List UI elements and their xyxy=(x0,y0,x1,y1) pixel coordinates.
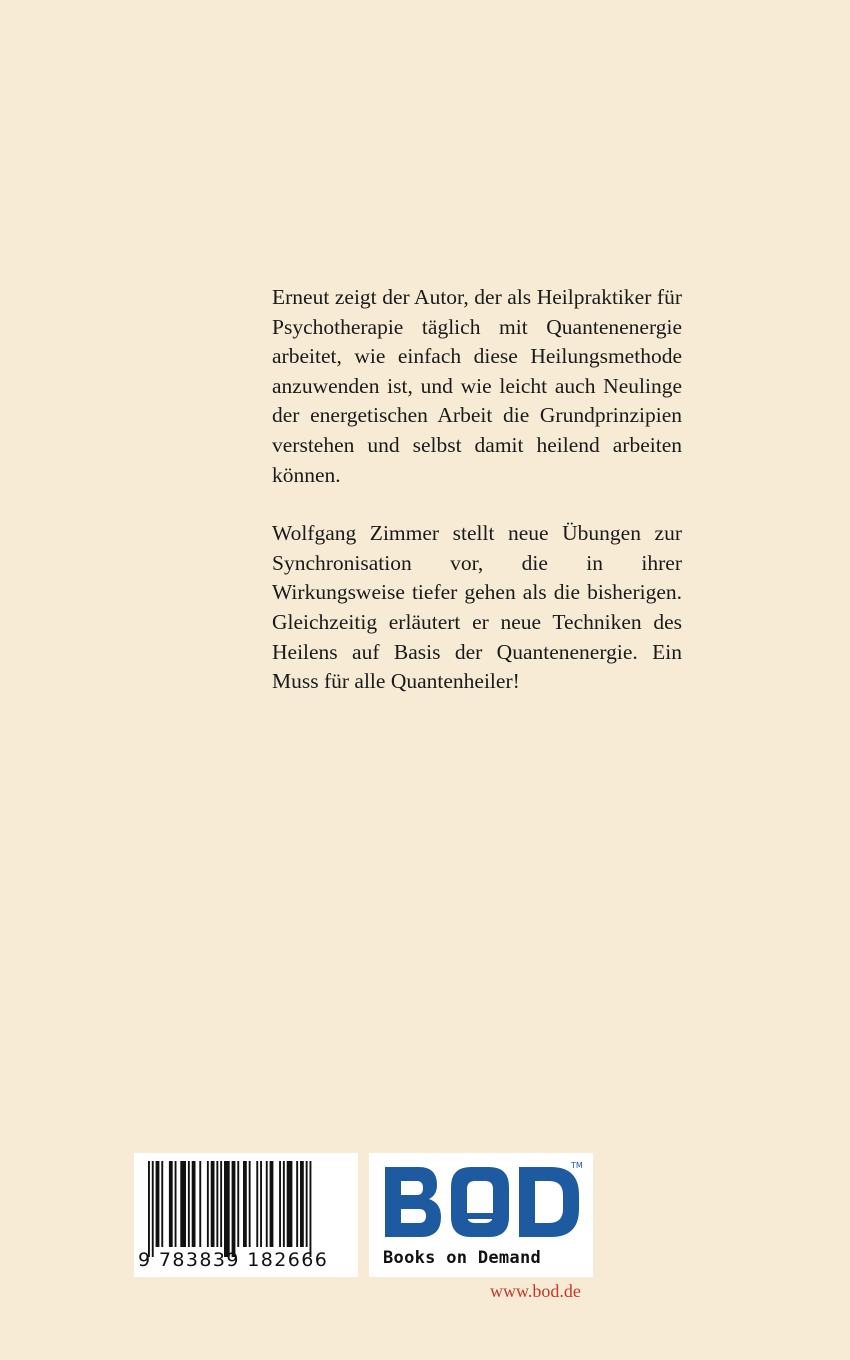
barcode-bar xyxy=(249,1161,251,1247)
barcode-bar xyxy=(256,1161,258,1247)
barcode-bar xyxy=(148,1161,150,1257)
barcode-bar xyxy=(175,1161,177,1247)
barcode-bar xyxy=(192,1161,196,1247)
barcode-bar xyxy=(152,1161,154,1257)
barcode-bar xyxy=(211,1161,215,1247)
blurb-paragraph-2: Wolfgang Zimmer stellt neue Übungen zur Synchronisation vor, die in ihrer Wirkungsweise tiefer gehen als die bisherigen. Gleichzeitig erläutert er neue Techniken des Heilens auf Basis der Quantenenergie. Ein Muss für alle Quantenheiler! xyxy=(272,521,682,694)
barcode-bar xyxy=(306,1161,308,1247)
barcode-bar xyxy=(169,1161,173,1247)
barcode-bar xyxy=(296,1161,298,1247)
barcode-bar xyxy=(232,1161,236,1257)
barcode-bar xyxy=(161,1161,163,1247)
trademark-mark: TM xyxy=(571,1161,583,1170)
barcode-bar xyxy=(237,1161,239,1247)
publisher-logo xyxy=(369,1153,593,1277)
barcode-bar xyxy=(283,1161,285,1247)
barcode-bar xyxy=(287,1161,293,1247)
barcode-bar xyxy=(216,1161,218,1247)
barcode-bar xyxy=(300,1161,304,1247)
barcode-bar xyxy=(260,1161,262,1247)
barcode-bar xyxy=(279,1161,281,1247)
barcode-bar xyxy=(270,1161,274,1247)
barcode-bar xyxy=(180,1161,186,1247)
barcode-bar xyxy=(243,1161,247,1247)
barcode-bar xyxy=(199,1161,201,1247)
barcode-bar xyxy=(188,1161,190,1247)
barcode-bar xyxy=(156,1161,160,1247)
blurb-paragraph-1: Erneut zeigt der Autor, der als Heilpraktiker für Psychotherapie täglich mit Quantenenergie arbeitet, wie einfach diese Heilungsmethode anzuwenden ist, und wie leicht auch Neulinge der energetischen Arbeit die Grundprinzipien verstehen und selbst damit heilend arbeiten können. xyxy=(272,285,682,487)
barcode-bar xyxy=(224,1161,230,1257)
publisher-tagline: Books on Demand xyxy=(383,1248,542,1268)
barcode-bar xyxy=(310,1161,312,1257)
back-cover-blurb xyxy=(272,283,682,726)
isbn-barcode xyxy=(134,1153,358,1277)
barcode-bar xyxy=(266,1161,268,1247)
isbn-number: 9 783839 182666 xyxy=(138,1249,329,1271)
publisher-url[interactable]: www.bod.de xyxy=(490,1281,581,1301)
barcode-bar xyxy=(220,1161,222,1247)
barcode-bar xyxy=(207,1161,209,1247)
